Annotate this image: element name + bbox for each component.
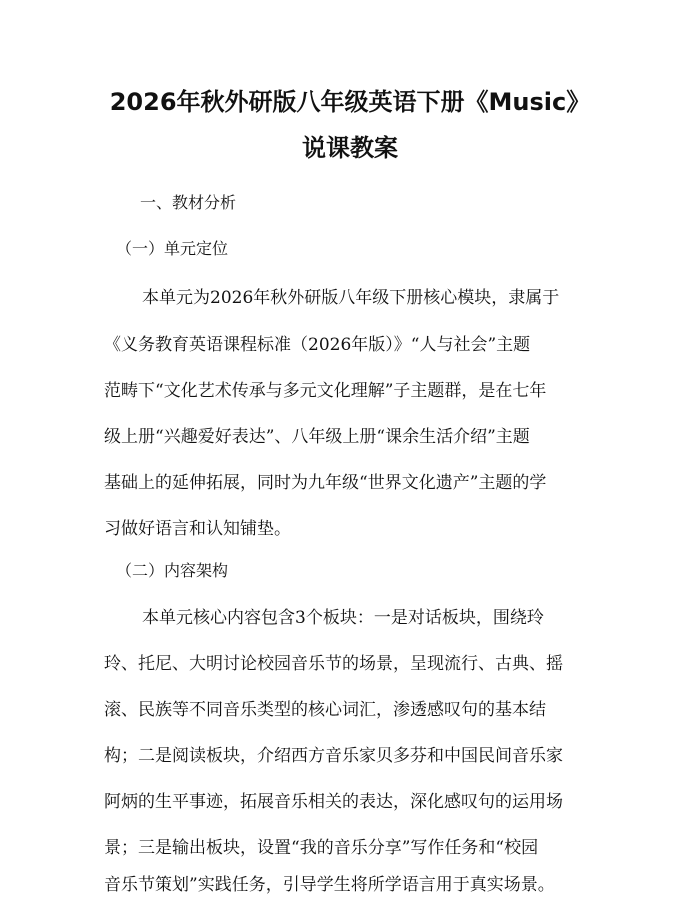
- paragraph-line: 本单元为2026年秋外研版八年级下册核心模块，隶属于: [142, 288, 560, 308]
- paragraph-line: 构；二是阅读板块，介绍西方音乐家贝多芬和中国民间音乐家: [104, 746, 563, 766]
- paragraph-line: 范畴下“文化艺术传承与多元文化理解”子主题群，是在七年: [104, 381, 547, 401]
- document-title-line2: 说课教案: [302, 134, 398, 162]
- paragraph-line: 本单元核心内容包含3个板块：一是对话板块，围绕玲: [142, 608, 544, 628]
- paragraph-line: 习做好语言和认知铺垫。: [104, 519, 291, 539]
- section-heading-textbook-analysis: 一、教材分析: [140, 193, 237, 212]
- paragraph-line: 玲、托尼、大明讨论校园音乐节的场景，呈现流行、古典、摇: [104, 654, 563, 674]
- paragraph-line: 滚、民族等不同音乐类型的核心词汇，渗透感叹句的基本结: [104, 700, 546, 720]
- paragraph-line: 阿炳的生平事迹，拓展音乐相关的表达，深化感叹句的运用场: [104, 792, 563, 812]
- subsection-heading-content-structure: （二）内容架构: [116, 561, 229, 580]
- paragraph-line: 音乐节策划”实践任务，引导学生将所学语言用于真实场景。: [104, 875, 555, 895]
- paragraph-line: 景；三是输出板块，设置“我的音乐分享”写作任务和“校园: [104, 838, 539, 858]
- paragraph-line: 级上册“兴趣爱好表达”、八年级上册“课余生活介绍”主题: [104, 427, 530, 447]
- paragraph-line: 《义务教育英语课程标准（2026年版）》“人与社会”主题: [104, 335, 531, 355]
- paragraph-line: 基础上的延伸拓展，同时为九年级“世界文化遗产”主题的学: [104, 473, 547, 493]
- subsection-heading-unit-positioning: （一）单元定位: [116, 239, 229, 258]
- document-title-line1: 2026年秋外研版八年级英语下册《Music》: [109, 88, 591, 116]
